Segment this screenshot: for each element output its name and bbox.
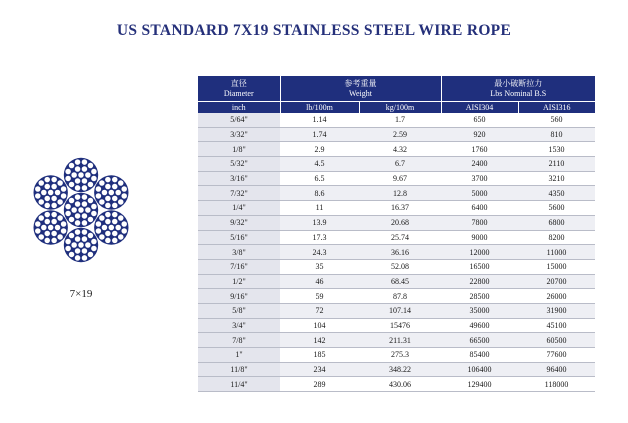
wire	[85, 172, 91, 178]
unit-aisi316: AISI316	[518, 102, 595, 114]
wire	[75, 201, 81, 207]
wire	[82, 255, 88, 261]
wire	[91, 169, 97, 175]
unit-aisi304: AISI304	[441, 102, 518, 114]
cell-inch: 1/2"	[198, 274, 280, 289]
wire	[51, 212, 57, 218]
wire	[85, 242, 91, 248]
table-row	[198, 377, 595, 392]
cell-aisi316: 45100	[518, 318, 595, 333]
table-row	[198, 230, 595, 245]
wire	[57, 199, 63, 205]
cell-kg: 348.22	[359, 362, 441, 377]
wire	[105, 231, 111, 237]
wire	[61, 221, 67, 227]
wire	[91, 176, 97, 182]
cell-aisi316: 5600	[518, 201, 595, 216]
wire	[48, 225, 54, 231]
wire	[105, 196, 111, 202]
cell-aisi316: 1530	[518, 142, 595, 157]
wire	[39, 215, 45, 221]
wire	[112, 196, 118, 202]
cell-aisi304: 16500	[441, 259, 518, 274]
cell-inch: 5/64"	[198, 113, 280, 127]
unit-kg: kg/100m	[359, 102, 441, 114]
wire	[109, 190, 115, 196]
cell-aisi316: 810	[518, 127, 595, 142]
wire	[69, 233, 75, 239]
wire	[65, 169, 71, 175]
cell-inch: 1"	[198, 348, 280, 363]
table-row	[198, 289, 595, 304]
wire	[57, 234, 63, 240]
wire	[118, 180, 124, 186]
header-strength-en: Lbs Nominal B.S	[490, 88, 547, 98]
table-row	[198, 245, 595, 260]
wire	[102, 190, 108, 196]
wire	[105, 212, 111, 218]
cell-aisi304: 5000	[441, 186, 518, 201]
cell-inch: 1/8"	[198, 142, 280, 157]
wire	[112, 184, 118, 190]
wire	[96, 228, 102, 234]
header-diameter-en: Diameter	[223, 88, 254, 98]
cell-kg: 2.59	[359, 127, 441, 142]
table-row	[198, 303, 595, 318]
cell-aisi316: 77600	[518, 348, 595, 363]
header-breaking-strength	[441, 76, 595, 102]
cell-lb: 8.6	[280, 186, 359, 201]
table-row	[198, 142, 595, 157]
cell-aisi316: 60500	[518, 333, 595, 348]
wire	[45, 184, 51, 190]
wire	[55, 225, 61, 231]
wire	[88, 182, 94, 188]
rope-construction-label: 7×19	[69, 288, 93, 300]
table-row	[198, 362, 595, 377]
wire	[82, 166, 88, 172]
cell-aisi304: 650	[441, 113, 518, 127]
wire	[51, 196, 57, 202]
header-strength-cn: 最小破断拉力	[494, 78, 543, 88]
header-diameter-cn: 直径	[230, 78, 247, 88]
wire	[82, 159, 88, 165]
wire	[105, 203, 111, 209]
cell-lb: 72	[280, 303, 359, 318]
cell-aisi304: 22800	[441, 274, 518, 289]
cell-aisi316: 6800	[518, 215, 595, 230]
cell-aisi304: 6400	[441, 201, 518, 216]
wire	[75, 185, 81, 191]
wire	[96, 193, 102, 199]
table-row	[198, 186, 595, 201]
wire	[99, 215, 105, 221]
wire	[44, 177, 50, 183]
cell-lb: 13.9	[280, 215, 359, 230]
cell-lb: 11	[280, 201, 359, 216]
wire	[35, 186, 41, 192]
cell-aisi304: 106400	[441, 362, 518, 377]
wire	[115, 190, 121, 196]
wire	[75, 159, 81, 165]
cell-kg: 107.14	[359, 303, 441, 318]
cell-aisi316: 4350	[518, 186, 595, 201]
cell-kg: 25.74	[359, 230, 441, 245]
wire	[88, 217, 94, 223]
cell-aisi316: 31900	[518, 303, 595, 318]
cell-lb: 2.9	[280, 142, 359, 157]
cell-lb: 17.3	[280, 230, 359, 245]
cell-lb: 142	[280, 333, 359, 348]
wire	[65, 246, 71, 252]
wire	[75, 248, 81, 254]
table-row	[198, 201, 595, 216]
cell-kg: 211.31	[359, 333, 441, 348]
wire	[75, 178, 81, 184]
wire	[44, 212, 50, 218]
wire	[112, 203, 118, 209]
wire	[51, 203, 57, 209]
wire	[82, 201, 88, 207]
cell-aisi304: 9000	[441, 230, 518, 245]
cell-inch: 7/8"	[198, 333, 280, 348]
cell-aisi316: 96400	[518, 362, 595, 377]
wire	[65, 176, 71, 182]
cell-lb: 234	[280, 362, 359, 377]
wire	[48, 190, 54, 196]
header-row-units	[198, 102, 595, 114]
cell-kg: 275.3	[359, 348, 441, 363]
cell-lb: 185	[280, 348, 359, 363]
wire	[78, 242, 84, 248]
header-weight	[280, 76, 441, 102]
wire	[61, 186, 67, 192]
wire	[57, 180, 63, 186]
cell-lb: 1.74	[280, 127, 359, 142]
cell-aisi316: 560	[518, 113, 595, 127]
wire	[118, 234, 124, 240]
cell-aisi316: 2110	[518, 157, 595, 172]
wire	[75, 213, 81, 219]
cell-kg: 87.8	[359, 289, 441, 304]
wire	[82, 220, 88, 226]
wire	[35, 228, 41, 234]
cell-inch: 3/32"	[198, 127, 280, 142]
wire	[41, 190, 47, 196]
wire	[69, 182, 75, 188]
cell-aisi304: 1760	[441, 142, 518, 157]
cell-aisi304: 920	[441, 127, 518, 142]
cell-aisi316: 20700	[518, 274, 595, 289]
cell-aisi304: 129400	[441, 377, 518, 392]
cell-aisi316: 3210	[518, 171, 595, 186]
table-row	[198, 348, 595, 363]
cell-inch: 3/16"	[198, 171, 280, 186]
table-row	[198, 127, 595, 142]
table-row	[198, 318, 595, 333]
cell-kg: 9.67	[359, 171, 441, 186]
wire	[39, 234, 45, 240]
cell-lb: 46	[280, 274, 359, 289]
wire	[71, 207, 77, 213]
cell-aisi304: 35000	[441, 303, 518, 318]
cell-aisi304: 3700	[441, 171, 518, 186]
cell-kg: 16.37	[359, 201, 441, 216]
wire	[82, 185, 88, 191]
cell-inch: 9/16"	[198, 289, 280, 304]
wire	[96, 186, 102, 192]
wire	[82, 236, 88, 242]
header-row-groups	[198, 76, 595, 102]
unit-lb: lb/100m	[280, 102, 359, 114]
wire	[35, 221, 41, 227]
wire	[99, 180, 105, 186]
wire	[121, 221, 127, 227]
cell-kg: 6.7	[359, 157, 441, 172]
wire	[69, 252, 75, 258]
wire	[51, 231, 57, 237]
table-row	[198, 157, 595, 172]
cell-lb: 24.3	[280, 245, 359, 260]
page-title: US STANDARD 7X19 STAINLESS STEEL WIRE ROPE	[116, 22, 512, 39]
cell-inch: 5/16"	[198, 230, 280, 245]
header-diameter	[198, 76, 280, 102]
table-row	[198, 171, 595, 186]
wire	[57, 215, 63, 221]
wire	[88, 198, 94, 204]
wire	[88, 233, 94, 239]
cell-inch: 9/32"	[198, 215, 280, 230]
wire	[39, 199, 45, 205]
wire	[65, 211, 71, 217]
table-row	[198, 259, 595, 274]
wire	[118, 199, 124, 205]
wire	[75, 220, 81, 226]
table-row	[198, 274, 595, 289]
cell-kg: 15476	[359, 318, 441, 333]
wire	[82, 178, 88, 184]
wire	[99, 234, 105, 240]
header-weight-cn: 参考重量	[344, 78, 377, 88]
cell-aisi316: 15000	[518, 259, 595, 274]
wire	[75, 236, 81, 242]
unit-inch: inch	[198, 102, 280, 114]
wire	[75, 229, 81, 235]
wire	[91, 204, 97, 210]
wire	[69, 163, 75, 169]
wire	[55, 190, 61, 196]
wire	[51, 177, 57, 183]
wire	[105, 219, 111, 225]
cell-aisi316: 26000	[518, 289, 595, 304]
wire	[109, 225, 115, 231]
cell-aisi316: 8200	[518, 230, 595, 245]
wire	[121, 186, 127, 192]
cell-lb: 35	[280, 259, 359, 274]
wire	[105, 238, 111, 244]
wire	[82, 229, 88, 235]
wire	[35, 193, 41, 199]
cell-kg: 4.32	[359, 142, 441, 157]
wire	[69, 198, 75, 204]
wire	[45, 231, 51, 237]
table-row	[198, 333, 595, 348]
cell-kg: 68.45	[359, 274, 441, 289]
wire	[39, 180, 45, 186]
wire	[51, 238, 57, 244]
cell-lb: 4.5	[280, 157, 359, 172]
cell-lb: 289	[280, 377, 359, 392]
wire	[75, 255, 81, 261]
cell-inch: 7/32"	[198, 186, 280, 201]
wire	[118, 215, 124, 221]
cell-kg: 12.8	[359, 186, 441, 201]
table-row	[198, 113, 595, 127]
cell-aisi316: 118000	[518, 377, 595, 392]
wire	[75, 166, 81, 172]
wire	[99, 199, 105, 205]
wire	[41, 225, 47, 231]
wire	[82, 248, 88, 254]
wire	[115, 225, 121, 231]
wire	[91, 246, 97, 252]
wire	[78, 172, 84, 178]
cell-aisi304: 85400	[441, 348, 518, 363]
cell-lb: 104	[280, 318, 359, 333]
wire	[45, 219, 51, 225]
wire	[91, 239, 97, 245]
wire	[88, 252, 94, 258]
wire	[71, 242, 77, 248]
wire-rope-cross-section-icon	[24, 153, 138, 267]
wire	[45, 196, 51, 202]
cell-inch: 3/4"	[198, 318, 280, 333]
wire	[85, 207, 91, 213]
cell-inch: 11/4"	[198, 377, 280, 392]
cell-kg: 36.16	[359, 245, 441, 260]
cell-inch: 3/8"	[198, 245, 280, 260]
wire	[51, 184, 57, 190]
wire	[96, 221, 102, 227]
table-row	[198, 215, 595, 230]
wire	[82, 194, 88, 200]
wire	[78, 207, 84, 213]
wire	[61, 193, 67, 199]
cell-aisi316: 11000	[518, 245, 595, 260]
wire	[91, 211, 97, 217]
cell-inch: 5/32"	[198, 157, 280, 172]
wire	[82, 213, 88, 219]
cell-aisi304: 66500	[441, 333, 518, 348]
wire	[44, 238, 50, 244]
wire	[112, 177, 118, 183]
cell-kg: 430.06	[359, 377, 441, 392]
wire	[61, 228, 67, 234]
cell-lb: 6.5	[280, 171, 359, 186]
cell-kg: 52.08	[359, 259, 441, 274]
wire	[105, 177, 111, 183]
wire	[51, 219, 57, 225]
cell-aisi304: 28500	[441, 289, 518, 304]
wire	[121, 193, 127, 199]
wire	[102, 225, 108, 231]
wire	[69, 217, 75, 223]
wire	[71, 172, 77, 178]
wire	[75, 194, 81, 200]
header-weight-en: Weight	[349, 88, 372, 98]
cell-inch: 1/4"	[198, 201, 280, 216]
cell-inch: 5/8"	[198, 303, 280, 318]
wire	[105, 184, 111, 190]
specification-table	[198, 76, 595, 392]
cell-inch: 7/16"	[198, 259, 280, 274]
wire	[112, 231, 118, 237]
wire	[88, 163, 94, 169]
wire	[65, 204, 71, 210]
cell-lb: 59	[280, 289, 359, 304]
wire	[112, 219, 118, 225]
wire	[112, 238, 118, 244]
cell-aisi304: 49600	[441, 318, 518, 333]
wire	[121, 228, 127, 234]
cell-aisi304: 12000	[441, 245, 518, 260]
cell-kg: 1.7	[359, 113, 441, 127]
wire	[65, 239, 71, 245]
wire	[44, 203, 50, 209]
cell-kg: 20.68	[359, 215, 441, 230]
cell-lb: 1.14	[280, 113, 359, 127]
wire	[112, 212, 118, 218]
cell-aisi304: 7800	[441, 215, 518, 230]
cell-aisi304: 2400	[441, 157, 518, 172]
cell-inch: 11/8"	[198, 362, 280, 377]
